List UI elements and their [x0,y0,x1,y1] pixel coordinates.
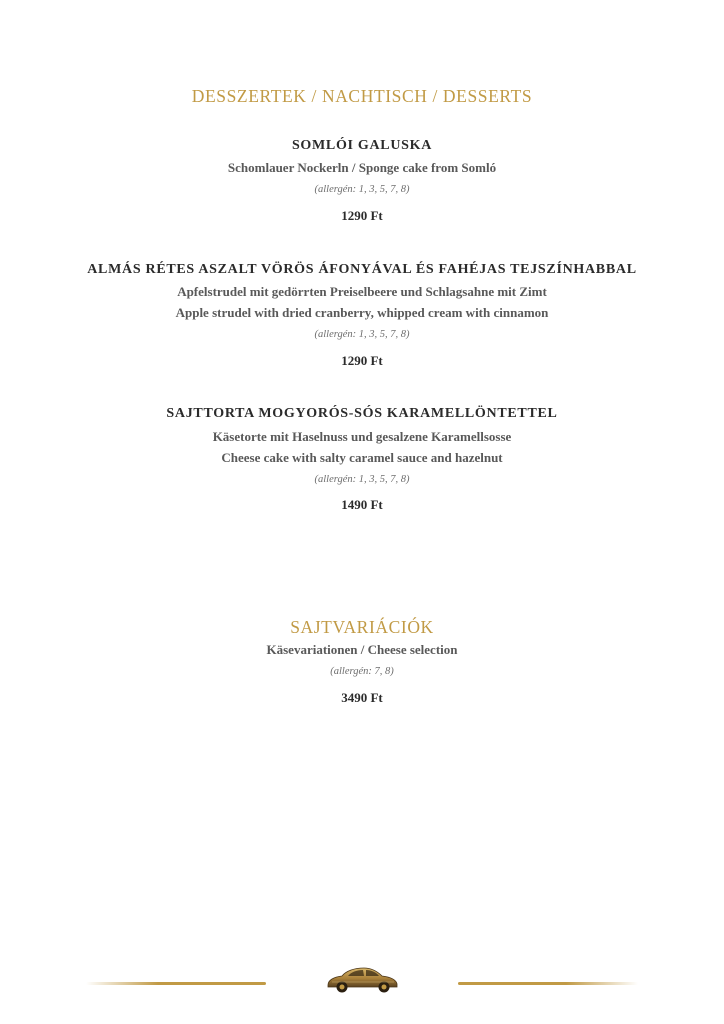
dish-description: Käsetorte mit Haselnuss und gesalzene Karamellsosse [212,429,512,444]
dish-name-sajttorta: SAJTTORTA MOGYORÓS-SÓS KARAMELLÖNTETTEL [166,406,558,421]
dish-description: Apfelstrudel mit gedörrten Preiselbeere und Schlagsahne mit Zimt [177,284,547,299]
dish-allergen: (allergén: 1, 3, 5, 7, 8) [314,184,410,195]
dish-allergen: (allergén: 1, 3, 5, 7, 8) [314,474,410,485]
dish-price: 1490 Ft [341,497,383,512]
dish-price: 1290 Ft [341,353,383,368]
cheese-allergen: (allergén: 7, 8) [330,666,394,677]
cheese-subtitle: Käsevariationen / Cheese selection [266,642,458,657]
dish-name-almas-retes: ALMÁS RÉTES ASZALT VÖRÖS ÁFONYÁVAL ÉS FAHÉJAS TEJSZÍNHABBAL [87,262,637,277]
dish-price: 1290 Ft [341,208,383,223]
dish-allergen: (allergén: 1, 3, 5, 7, 8) [314,329,410,340]
vintage-car-icon [324,964,400,994]
cheese-price: 3490 Ft [341,690,383,705]
dish-description: Cheese cake with salty caramel sauce and hazelnut [221,450,503,465]
desserts-section-title: DESSZERTEK / NACHTISCH / DESSERTS [191,86,533,106]
dish-name-somloi-galuska: SOMLÓI GALUSKA [291,138,433,153]
cheese-section-title: SAJTVARIÁCIÓK [290,617,434,637]
dish-description: Apple strudel with dried cranberry, whipped cream with cinnamon [175,305,549,320]
footer-divider-left [86,982,266,985]
footer-divider-right [458,982,638,985]
dish-description: Schomlauer Nockerln / Sponge cake from Somló [227,160,497,175]
